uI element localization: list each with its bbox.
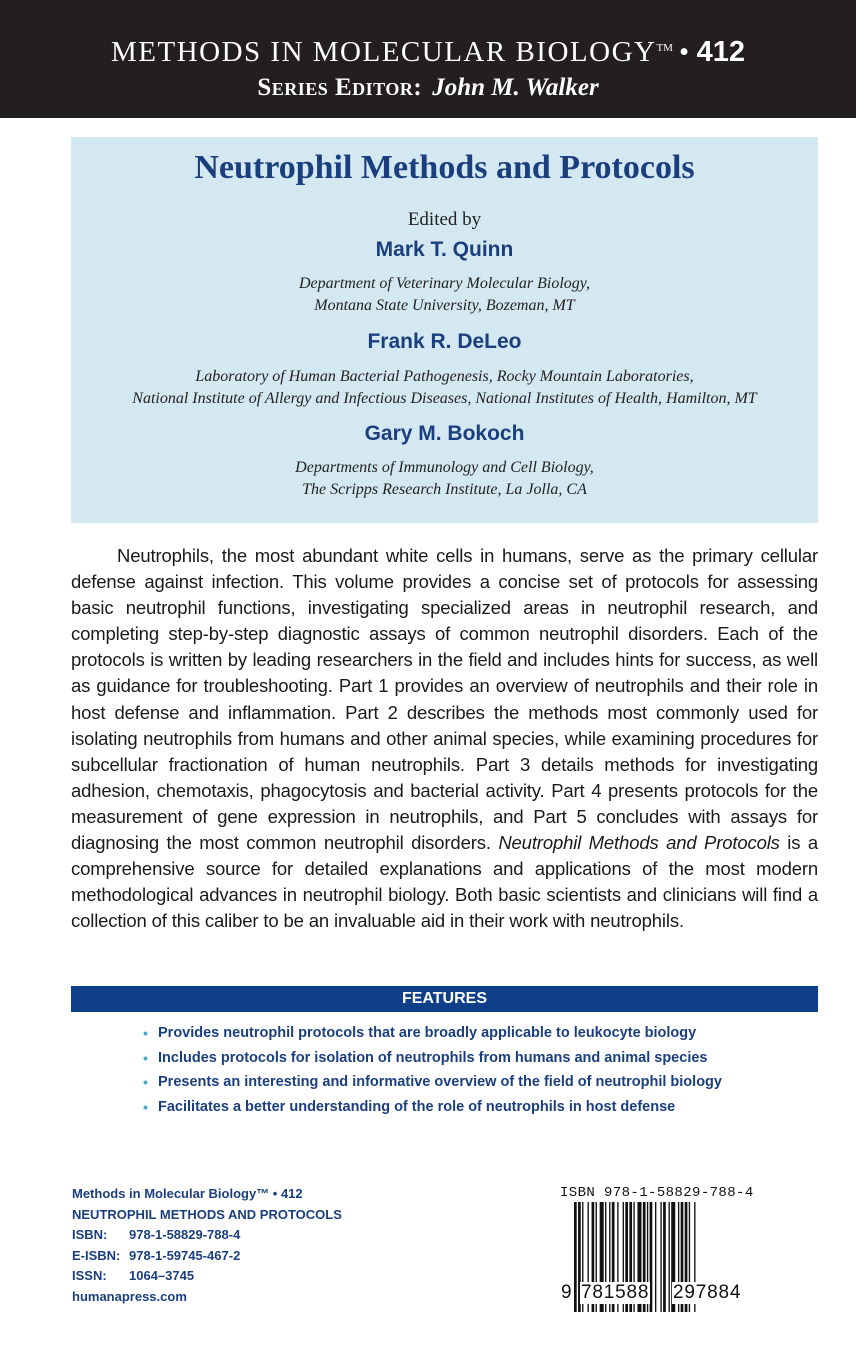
bullet-icon: • (143, 1025, 148, 1041)
issn-value: 1064–3745 (129, 1268, 195, 1284)
affiliation-line: Montana State University, Bozeman, MT (314, 297, 575, 314)
barcode-isbn-text: ISBN 978-1-58829-788-4 (560, 1185, 754, 1201)
affiliation-line: Departments of Immunology and Cell Biology, (295, 459, 594, 476)
feature-item (143, 1021, 722, 1046)
eisbn-value: 978-1-59745-467-2 (129, 1247, 241, 1263)
bibliographic-info (72, 1184, 342, 1308)
publisher-website: humanapress.com (72, 1288, 187, 1304)
editor-affiliation-bokoch (71, 457, 818, 501)
series-bullet: • (678, 36, 691, 68)
editor-affiliation-deleo (71, 366, 818, 410)
volume-number: 412 (696, 36, 745, 68)
edited-by-label: Edited by (407, 209, 482, 230)
feature-text: Provides neutrophil protocols that are broadly applicable to leukocyte biology (158, 1025, 697, 1041)
series-title-line (0, 36, 856, 69)
trademark-mark: TM (656, 42, 673, 54)
book-title: Neutrophil Methods and Protocols (194, 149, 695, 186)
bib-isbn-row (72, 1225, 342, 1246)
affiliation-line: The Scripps Research Institute, La Jolla, CA (302, 481, 587, 498)
description-italic-title: Neutrophil Methods and Protocols (498, 832, 780, 854)
editor-name-deleo: Frank R. DeLeo (367, 330, 522, 353)
description-text-end: is a comprehensive source for detailed explanations and applications of the most modern methodological advances in neutrophil biology. Both basic scientists and clinicians will find a collection of this caliber to be an invaluable aid in their work with neutrophils. (71, 832, 818, 932)
series-header (0, 0, 856, 118)
feature-item (143, 1046, 722, 1071)
title-box (71, 137, 818, 523)
barcode-digit-first: 9 (561, 1282, 572, 1303)
barcode-digit-group-right: 297884 (673, 1282, 742, 1303)
bullet-icon: • (143, 1074, 148, 1090)
feature-item (143, 1095, 722, 1120)
bib-issn-row (72, 1266, 342, 1287)
bullet-icon: • (143, 1098, 148, 1115)
series-editor-name: John M. Walker (432, 74, 599, 101)
bib-book-title: NEUTROPHIL METHODS AND PROTOCOLS (72, 1206, 342, 1222)
isbn-label: ISBN: (72, 1227, 108, 1243)
bullet-icon: • (143, 1049, 148, 1066)
affiliation-line: Laboratory of Human Bacterial Pathogenesis, Rocky Mountain Laboratories, (195, 368, 694, 385)
feature-text: Includes protocols for isolation of neutrophils from humans and animal species (158, 1049, 708, 1066)
eisbn-label: E-ISBN: (72, 1247, 121, 1263)
book-description (71, 543, 818, 934)
feature-text: Facilitates a better understanding of the role of neutrophils in host defense (158, 1098, 676, 1115)
series-editor-line (0, 74, 856, 102)
barcode-digit-group-left: 781588 (581, 1282, 650, 1303)
bib-series-line: Methods in Molecular Biology™ • 412 (72, 1186, 303, 1201)
editor-affiliation-quinn (71, 273, 818, 317)
issn-label: ISSN: (72, 1268, 107, 1284)
bib-eisbn-row (72, 1246, 342, 1267)
editor-name-quinn: Mark T. Quinn (375, 238, 514, 261)
isbn-value: 978-1-58829-788-4 (129, 1227, 241, 1243)
series-editor-label: Series Editor: (257, 74, 423, 101)
affiliation-line: Department of Veterinary Molecular Biology, (298, 275, 591, 292)
feature-text: Presents an interesting and informative overview of the field of neutrophil biology (158, 1074, 722, 1090)
features-heading: FEATURES (71, 986, 818, 1012)
description-text: Neutrophils, the most abundant white cells in humans, serve as the primary cellular defense against infection. This volume provides a concise set of protocols for assessing basic neutrophil functions, investigating specialized areas in neutrophil research, and completing step-by-step diagnostic assays of common neutrophil disorders. Each of the protocols is written by leading researchers in the field and includes hints for success, as well as guidance for troubleshooting. Part 1 provides an overview of neutrophils and their role in host defense and inflammation. Part 2 describes the methods most commonly used for isolating neutrophils from humans and other animal species, while examining procedures for subcellular fractionation of human neutrophils. Part 3 details methods for investigating adhesion, chemotaxis, phagocytosis and bacterial activity. Part 4 presents protocols for the measurement of gene expression in neutrophils, and Part 5 concludes with assays for diagnosing the most common neutrophil disorders. (71, 545, 818, 854)
editor-name-bokoch: Gary M. Bokoch (364, 422, 525, 445)
features-list (143, 1021, 722, 1119)
series-name: METHODS IN MOLECULAR BIOLOGY (111, 36, 657, 68)
affiliation-line: National Institute of Allergy and Infectious Diseases, National Institutes of Health, Hamilton, MT (132, 390, 757, 407)
feature-item (143, 1070, 722, 1095)
